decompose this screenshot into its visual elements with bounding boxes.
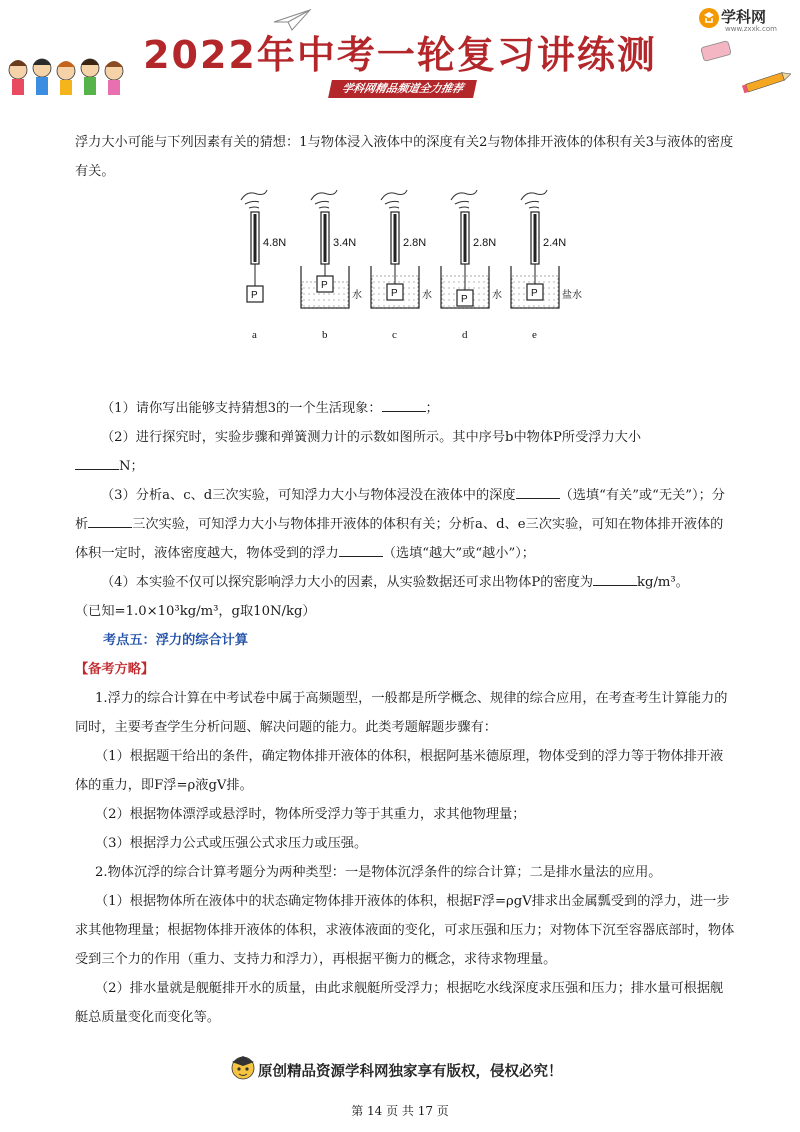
question-4: （4）本实验不仅可以探究影响浮力大小的因素，从实验数据还可求出物体P的密度为 kg/m³。 [75,568,735,597]
scale-reading: 2.8N [473,237,497,249]
method-step-1-3: （3）根据浮力公式或压强公式求压力或压强。 [95,836,368,851]
children-illustration [4,52,134,104]
spring-scale-core [534,214,537,262]
document-body [75,128,735,1032]
answer-blank [339,542,383,557]
method-step-2-1: （1）根据物体所在液体中的状态确定物体排开液体的体积，根据F浮=ρgV排求出金属瓢受到的浮力，进一步求其他物理量；根据物体排开液体的体积，求液体液面的变化，可求压强和压力；对物体下沉至容器底部时，物体受到三个力的作用（重力、支持力和浮力），再根据平衡力的概念，求待求物理量。 [75,894,735,967]
experiment-panel-c [371,190,432,341]
liquid-label: 盐水 [562,290,582,301]
spring-scale-core [394,214,397,262]
hand-icon [241,190,267,208]
section-title: 考点五：浮力的综合计算 [103,633,249,648]
liquid-label: 水 [422,290,432,301]
copyright-notice: 原创精品资源学科网独家享有版权，侵权必究！ [258,1064,563,1080]
experiment-panel-e [511,190,582,341]
panel-label: b [322,329,328,341]
question-1: （1）请你写出能够支持猜想3的一个生活现象： ； [75,394,735,423]
object-label: P [251,290,258,301]
panel-label: a [252,329,257,341]
method-paragraph-2: 2.物体沉浮的综合计算考题分为两种类型：一是物体沉浮条件的综合计算；二是排水量法的应用。 [95,865,662,880]
method-step-2-2: （2）排水量就是舰艇排开水的质量，由此求舰艇所受浮力；根据吃水线深度求压强和压力；排水量可根据舰艇总质量变化而变化等。 [75,981,724,1025]
logo-icon [697,6,721,30]
hand-icon [451,190,477,208]
liquid-label: 水 [492,290,502,301]
panel-label: e [532,329,537,341]
answer-blank [88,513,132,528]
spring-scale-core [464,214,467,262]
page-footer [0,1050,800,1130]
scale-reading: 3.4N [333,237,357,249]
experiment-panel-d [441,190,502,341]
page-number: 第 14 页 共 17 页 [351,1104,449,1118]
answer-blank [516,484,560,499]
question-2: （2）进行探究时，实验步骤和弹簧测力计的示数如图所示。其中序号b中物体P所受浮力大小 N； [75,423,735,481]
hand-icon [521,190,547,208]
experiment-panel-b [301,190,362,341]
method-step-1-1: （1）根据题干给出的条件，确定物体排开液体的体积，根据阿基米德原理，物体受到的浮力等于物体排开液体的重力，即F浮=ρ液gV排。 [75,749,724,793]
xuekewang-logo[interactable] [695,4,795,34]
intro-paragraph: 浮力大小可能与下列因素有关的猜想：1与物体浸入液体中的深度有关2与物体排开液体的体积有关3与液体的密度有关。 [75,135,734,179]
scale-reading: 4.8N [263,237,287,249]
eraser-icon [700,38,734,64]
method-paragraph-1: 1.浮力的综合计算在中考试卷中属于高频题型，一般都是所学概念、规律的综合应用，在考查考生计算能力的同时，主要考查学生分析问题、解决问题的能力。此类考题解题步骤有： [75,691,728,735]
panel-label: c [392,329,397,341]
experiment-panel-a [241,190,286,341]
question-3: （3）分析a、c、d三次实验，可知浮力大小与物体浸没在液体中的深度 （选填“有关”或“无关”）；分析 三次实验，可知浮力大小与物体排开液体的体积有关；分析a、d、e三次实验，可知在物体排开液体的体积一定时，液体密度越大，物体受到的浮力 （选填“越大”或“越小”）； [75,481,735,568]
answer-blank [382,397,426,412]
liquid-label: 水 [352,290,362,301]
spring-scale-core [254,214,257,262]
banner-subtitle: 学科网精品频道全力推荐 [328,80,477,98]
answer-blank [75,455,119,470]
hand-icon [311,190,337,208]
method-label: 【备考方略】 [75,662,155,677]
page-header [0,0,800,110]
answer-blank [593,571,637,586]
banner-title: 2022年中考一轮复习讲练测 [143,33,657,77]
scale-reading: 2.8N [403,237,427,249]
logo-text: 学科网 [721,8,767,26]
object-label: P [461,294,468,305]
panel-label: d [462,329,468,341]
experiment-diagram [75,186,735,394]
method-step-1-2: （2）根据物体漂浮或悬浮时，物体所受浮力等于其重力，求其他物理量； [95,807,526,822]
hand-icon [381,190,407,208]
mascot-icon [228,1052,258,1084]
spring-scale-core [324,214,327,262]
scale-reading: 2.4N [543,237,567,249]
object-label: P [391,288,398,299]
object-label: P [531,288,538,299]
experiment-figure [75,186,735,394]
object-label: P [321,280,328,291]
logo-url: www.zxxk.com [725,25,777,33]
question-4-note: （已知=1.0×10³kg/m³，g取10N/kg） [75,604,316,619]
pencil-icon [738,70,794,94]
